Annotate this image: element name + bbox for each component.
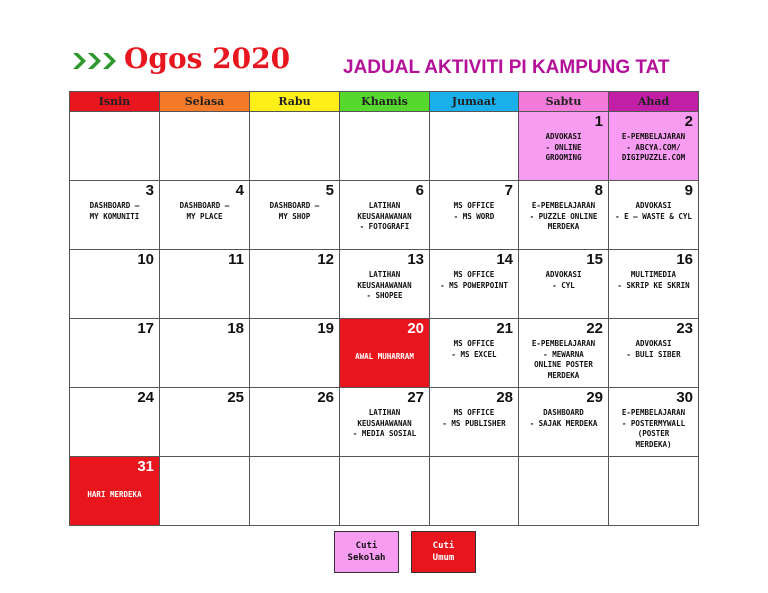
calendar-day-cell xyxy=(160,319,250,388)
calendar-day-cell xyxy=(160,112,250,181)
calendar-day-cell xyxy=(70,112,160,181)
day-event xyxy=(609,458,698,460)
day-event xyxy=(70,113,159,115)
day-event: ADVOKASI - ONLINE GROOMING xyxy=(545,132,582,162)
day-event: E-PEMBELAJARAN - ABCYA.COM/ DIGIPUZZLE.COM xyxy=(621,132,686,162)
calendar-day-cell xyxy=(609,319,699,388)
calendar-day-cell xyxy=(609,181,699,250)
day-number: 2 xyxy=(684,113,693,130)
calendar-day-cell xyxy=(340,457,430,526)
day-event xyxy=(250,458,339,460)
legend-school-holiday: Cuti Sekolah xyxy=(334,531,399,573)
day-event xyxy=(160,458,249,460)
day-number: 23 xyxy=(676,320,693,337)
calendar-day-cell xyxy=(519,457,609,526)
day-event: AWAL MUHARRAM xyxy=(355,352,414,361)
day-number: 28 xyxy=(496,389,513,406)
calendar-day-cell xyxy=(430,388,519,457)
day-event: DASHBOARD - SAJAK MERDEKA xyxy=(529,408,598,428)
day-event xyxy=(70,337,159,339)
calendar-grid xyxy=(69,91,699,526)
weekday-header: Sabtu xyxy=(519,92,609,112)
day-event: E-PEMBELAJARAN - PUZZLE ONLINE MERDEKA xyxy=(529,201,598,231)
calendar-day-cell xyxy=(70,250,160,319)
calendar-day-cell xyxy=(250,112,340,181)
day-number: 7 xyxy=(504,182,513,199)
day-event xyxy=(430,113,518,115)
calendar-day-cell xyxy=(430,457,519,526)
day-number: 18 xyxy=(227,320,244,337)
calendar-day-cell xyxy=(160,457,250,526)
calendar-day-cell xyxy=(340,319,430,388)
legend-public-holiday: Cuti Umum xyxy=(411,531,476,573)
calendar-week-row xyxy=(70,181,699,250)
weekday-header-row xyxy=(70,92,699,112)
day-number: 3 xyxy=(145,182,154,199)
day-number: 6 xyxy=(415,182,424,199)
calendar-day-cell xyxy=(160,181,250,250)
calendar-day-cell xyxy=(70,181,160,250)
day-number: 26 xyxy=(317,389,334,406)
day-number: 22 xyxy=(586,320,603,337)
weekday-header: Rabu xyxy=(250,92,340,112)
day-event: LATIHAN KEUSAHAWANAN - SHOPEE xyxy=(357,270,412,300)
weekday-header: Ahad xyxy=(609,92,699,112)
day-number: 21 xyxy=(496,320,513,337)
day-event xyxy=(340,458,429,460)
calendar-day-cell xyxy=(340,181,430,250)
day-event xyxy=(70,268,159,270)
calendar-day-cell xyxy=(430,181,519,250)
calendar-day-cell xyxy=(519,181,609,250)
day-event xyxy=(250,337,339,339)
triple-chevron-icon xyxy=(73,50,119,72)
calendar-day-cell xyxy=(250,181,340,250)
day-event: ADVOKASI - CYL xyxy=(545,270,582,290)
day-number: 9 xyxy=(684,182,693,199)
day-event: MS OFFICE - MS PUBLISHER xyxy=(442,408,506,428)
day-number: 5 xyxy=(325,182,334,199)
day-number: 20 xyxy=(407,320,424,337)
calendar-week-row xyxy=(70,112,699,181)
day-number: 12 xyxy=(317,251,334,268)
day-event: DASHBOARD – MY SHOP xyxy=(269,201,320,221)
day-event: ADVOKASI - E – WASTE & CYL xyxy=(615,201,692,221)
day-event: MS OFFICE - MS POWERPOINT xyxy=(440,270,508,290)
day-number: 11 xyxy=(228,251,244,268)
calendar-day-cell xyxy=(519,388,609,457)
day-number: 30 xyxy=(676,389,693,406)
calendar-day-cell xyxy=(250,457,340,526)
calendar-day-cell xyxy=(430,319,519,388)
calendar-day-cell xyxy=(160,388,250,457)
calendar-week-row xyxy=(70,250,699,319)
calendar-day-cell xyxy=(340,250,430,319)
calendar-day-cell xyxy=(250,388,340,457)
day-number: 15 xyxy=(586,251,603,268)
calendar-day-cell xyxy=(70,319,160,388)
weekday-header: Khamis xyxy=(340,92,430,112)
day-event xyxy=(250,113,339,115)
calendar-day-cell xyxy=(519,250,609,319)
calendar-day-cell xyxy=(609,388,699,457)
month-title: Ogos 2020 xyxy=(124,42,291,75)
day-number: 27 xyxy=(407,389,424,406)
day-number: 25 xyxy=(227,389,244,406)
day-number: 1 xyxy=(594,113,603,130)
calendar-day-cell xyxy=(430,250,519,319)
calendar-day-cell xyxy=(519,319,609,388)
calendar-day-cell xyxy=(250,250,340,319)
day-number: 29 xyxy=(586,389,603,406)
day-event: DASHBOARD – MY PLACE xyxy=(179,201,230,221)
day-event xyxy=(160,268,249,270)
calendar-day-cell xyxy=(519,112,609,181)
day-event: LATIHAN KEUSAHAWANAN - FOTOGRAFI xyxy=(357,201,412,231)
day-number: 19 xyxy=(317,320,334,337)
day-number: 24 xyxy=(137,389,154,406)
day-number: 8 xyxy=(594,182,603,199)
weekday-header: Jumaat xyxy=(430,92,519,112)
day-number: 14 xyxy=(496,251,513,268)
day-event: LATIHAN KEUSAHAWANAN - MEDIA SOSIAL xyxy=(352,408,417,438)
calendar-day-cell xyxy=(70,388,160,457)
day-event xyxy=(160,337,249,339)
day-event: ADVOKASI - BULI SIBER xyxy=(626,339,681,359)
day-number: 17 xyxy=(137,320,154,337)
day-number: 13 xyxy=(407,251,424,268)
day-number: 4 xyxy=(235,182,244,199)
day-event: DASHBOARD – MY KOMUNITI xyxy=(89,201,140,221)
day-number: 10 xyxy=(137,251,154,268)
day-number: 31 xyxy=(137,458,154,475)
day-event: HARI MERDEKA xyxy=(87,490,142,499)
calendar-day-cell xyxy=(160,250,250,319)
day-event xyxy=(340,113,429,115)
day-event: E-PEMBELAJARAN - POSTERMYWALL (POSTER MERDEKA) xyxy=(621,408,686,449)
calendar-day-cell xyxy=(340,112,430,181)
calendar-day-cell xyxy=(340,388,430,457)
page-title: JADUAL AKTIVITI PI KAMPUNG TAT xyxy=(343,57,670,78)
day-event xyxy=(430,458,518,460)
day-event xyxy=(519,458,608,460)
calendar-day-cell xyxy=(609,457,699,526)
day-event: E-PEMBELAJARAN - MEWARNA ONLINE POSTER MERDEKA xyxy=(531,339,596,380)
day-event xyxy=(160,113,249,115)
calendar-day-cell xyxy=(250,319,340,388)
calendar-day-cell xyxy=(609,250,699,319)
weekday-header: Selasa xyxy=(160,92,250,112)
day-number: 16 xyxy=(676,251,693,268)
day-event: MS OFFICE - MS EXCEL xyxy=(451,339,497,359)
calendar-day-cell xyxy=(609,112,699,181)
calendar-week-row xyxy=(70,319,699,388)
day-event xyxy=(160,406,249,408)
day-event xyxy=(250,406,339,408)
calendar-week-row xyxy=(70,457,699,526)
calendar-day-cell xyxy=(430,112,519,181)
calendar-week-row xyxy=(70,388,699,457)
weekday-header: Isnin xyxy=(70,92,160,112)
day-event xyxy=(250,268,339,270)
calendar-day-cell xyxy=(70,457,160,526)
calendar-body xyxy=(70,112,699,526)
day-event xyxy=(70,406,159,408)
day-event: MULTIMEDIA - SKRIP KE SKRIN xyxy=(617,270,690,290)
day-event: MS OFFICE - MS WORD xyxy=(453,201,495,221)
